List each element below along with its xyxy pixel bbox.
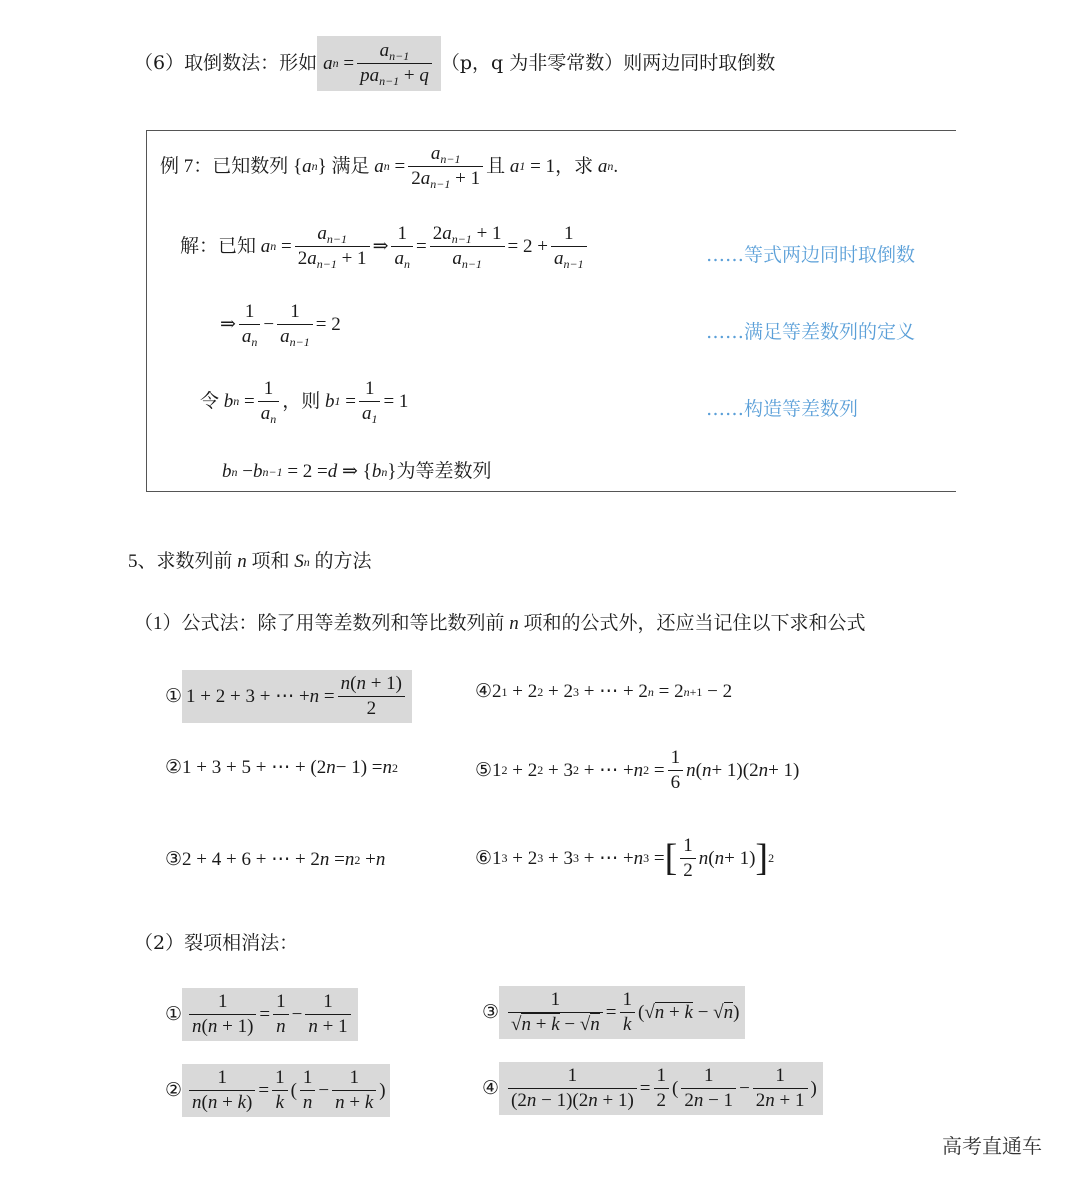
sum-formula-6: ⑥ 1 3 + 2 3 + 3 3 + ⋯ + n 3 = [ $\frac{1}{2}$ n ( n + 1) ] 2 xyxy=(475,835,775,881)
marker: ③ xyxy=(482,1001,500,1023)
marker: ④ xyxy=(482,1077,500,1099)
split-formula-3: ③ $\frac{1}{√n + k - √n}$ = $\frac{1}{k}$ (√ n + k − √ n ) xyxy=(482,986,745,1039)
note-take-reciprocal: ……等式两边同时取倒数 xyxy=(706,244,916,266)
marker: ② xyxy=(165,1079,183,1101)
formula-method-heading-tail: 项和的公式外，还应当记住以下求和公式 xyxy=(523,613,866,634)
section5-heading-post: 的方法 xyxy=(314,551,372,572)
section6-lead: （6）取倒数法：形如 xyxy=(134,51,318,74)
arith-seq-label: 为等差数列 xyxy=(396,461,492,482)
marker: ① xyxy=(165,685,183,707)
sum-formula-2: ② 1 + 3 + 5 + ⋯ + (2 n − 1) = n 2 xyxy=(165,757,399,778)
marker: ④ xyxy=(475,681,493,702)
marker: ⑥ xyxy=(475,847,493,869)
sum-formula-3: ③ 2 + 4 + 6 + ⋯ + 2 n = n 2 + n xyxy=(165,849,386,870)
section6-line xyxy=(134,36,775,91)
solution-step-2: ⇒ $\frac{1}{a_n}$ − $\frac{1}{a_{n-1}}$ = 2 xyxy=(220,301,341,349)
formula-method-heading-pre: （1）公式法：除了用等差数列和等比数列前 xyxy=(134,613,505,634)
reciprocal-form-formula: a n = $\frac{a_{n-1}}{pa_{n-1} + q}$ xyxy=(317,36,441,91)
note-construct-arith: ……构造等差数列 xyxy=(706,398,859,420)
solution-step-1: 解：已知 a n = $\frac{a_{n-1}}{2a_{n-1} + 1}$ ⇒ $\frac{1}{a_n}$ = $\frac{2a_{n-1} + 1}{a_{n-1}}$ = 2 + $\frac{1}{a_{n-1}}$ xyxy=(180,222,590,271)
section5-heading: 5、求数列前 n 项和 S n 的方法 xyxy=(128,551,372,572)
example-box-left xyxy=(146,130,147,492)
example7-and: 且 xyxy=(486,155,506,177)
split-formula-4: ④ $\frac{1}{(2n - 1)(2n + 1)}$ = $\frac{1}{2}$ ( $\frac{1}{2n - 1}$ − $\frac{1}{2n + 1}$ ) xyxy=(482,1062,823,1115)
solution-step-3: 令 b n = $\frac{1}{a_n}$ ，则 b 1 = $\frac{1}{a_1}$ = 1 xyxy=(200,378,409,426)
then-label: ，则 xyxy=(282,390,321,412)
section5-heading-pre: 5、求数列前 xyxy=(128,551,233,572)
sum-formula-5: ⑤ 1 2 + 2 2 + 3 2 + ⋯ + n 2 = $\frac{1}{6}$ n ( n + 1)(2 n + 1) xyxy=(475,747,800,793)
sum-formula-1: ① 1 + 2 + 3 + ⋯ + n = $\frac{n(n + 1)}{2}$ xyxy=(165,670,412,723)
split-method-heading: （2）裂项相消法： xyxy=(134,932,299,954)
example7-statement: 例 7：已知数列 { a n } 满足 a n = $\frac{a_{n-1}}{2a_{n-1} + 1}$ 且 a 1 = 1 ，求 a n . xyxy=(160,143,619,191)
section5-heading-mid: 项和 xyxy=(251,551,290,572)
marker: ③ xyxy=(165,849,183,870)
marker: ① xyxy=(165,1003,183,1025)
note-arith-definition: ……满足等差数列的定义 xyxy=(706,321,916,343)
split-formula-1: ① $\frac{1}{n(n + 1)}$ = $\frac{1}{n}$ − $\frac{1}{n + 1}$ xyxy=(165,988,358,1041)
marker: ⑤ xyxy=(475,759,493,781)
let-label: 令 xyxy=(200,390,220,412)
sum-formula-4: ④ 2 1 + 2 2 + 2 3 + ⋯ + 2 n = 2 n+1 − 2 xyxy=(475,681,733,702)
example7-find: ，求 xyxy=(555,155,594,177)
split-formula-2: ② $\frac{1}{n(n + k)}$ = $\frac{1}{k}$ ( $\frac{1}{n}$ − $\frac{1}{n + k}$ ) xyxy=(165,1064,390,1117)
example7-title: 例 7：已知数列 xyxy=(160,155,289,177)
watermark-text: 高考直通车 xyxy=(942,1134,1042,1158)
section6-tail: （p，q 为非零常数）则两边同时取倒数 xyxy=(440,51,776,74)
solution-label: 解：已知 xyxy=(180,235,257,257)
example-box-bottom xyxy=(146,491,956,492)
marker: ② xyxy=(165,757,183,778)
solution-step-4: b n − b n−1 = 2 = d ⇒ { b n } 为等差数列 xyxy=(222,461,492,482)
example-box-top xyxy=(146,130,956,131)
example7-satisfy: 满足 xyxy=(331,155,370,177)
formula-method-heading: （1）公式法：除了用等差数列和等比数列前 n 项和的公式外，还应当记住以下求和公式 xyxy=(134,613,866,634)
